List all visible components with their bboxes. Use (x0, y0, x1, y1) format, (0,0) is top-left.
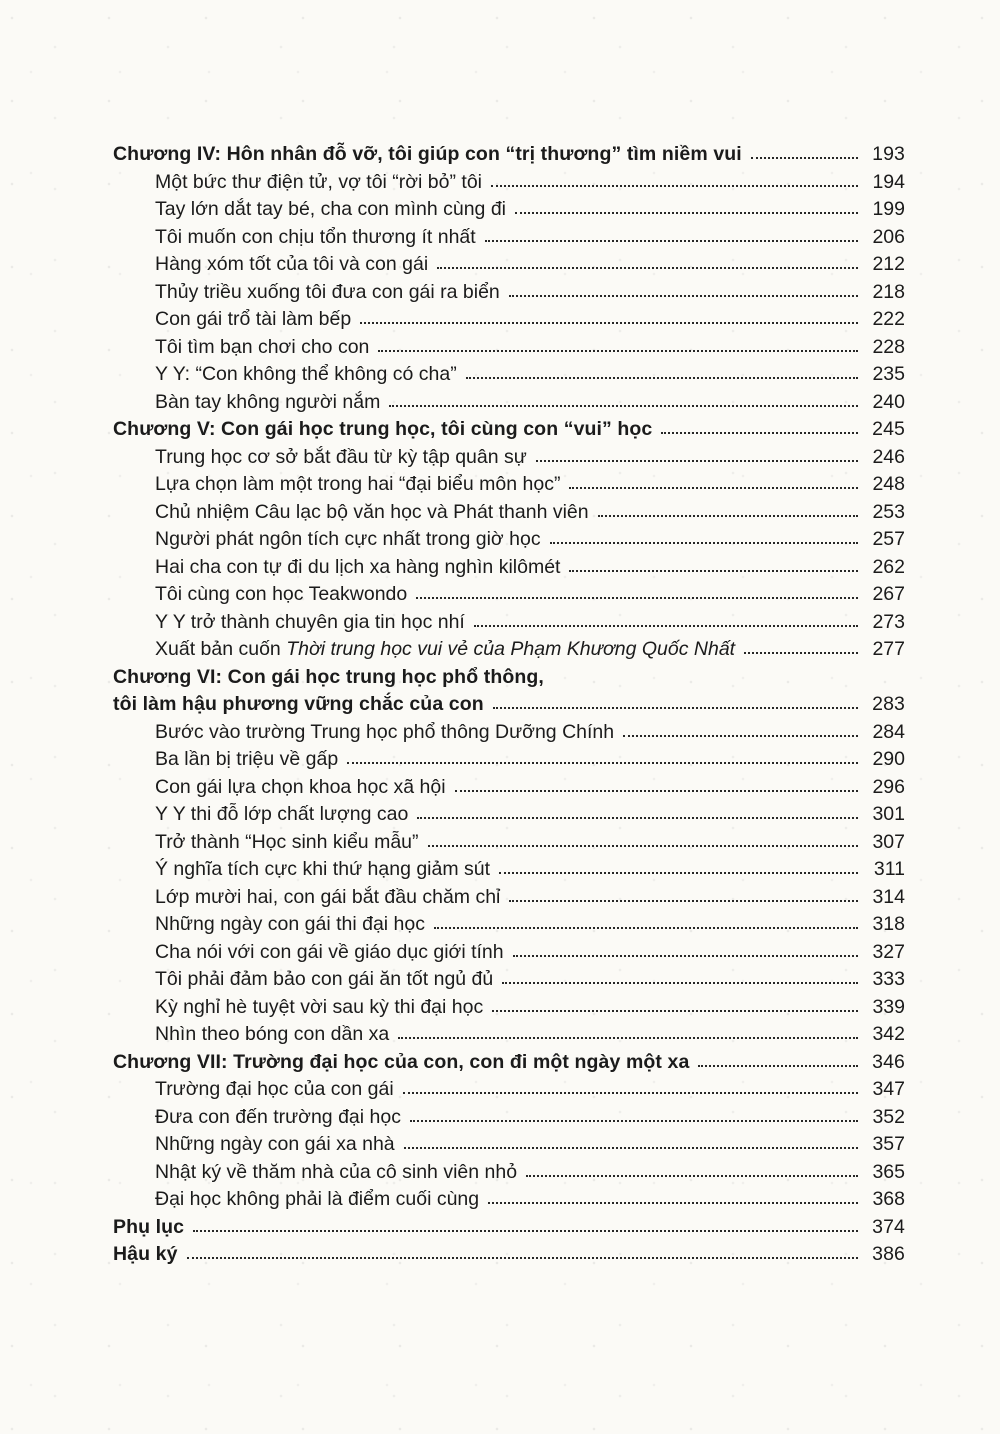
toc-item-entry (113, 1076, 905, 1104)
toc-item-entry (113, 829, 905, 857)
toc-chapter-entry (113, 691, 905, 719)
toc-entry-title: Cha nói với con gái về giáo dục giới tính (155, 940, 504, 963)
toc-entry-title: Tay lớn dắt tay bé, cha con mình cùng đi (155, 198, 506, 220)
toc-page-number: 365 (872, 1160, 905, 1183)
toc-entry-title: Ba lần bị triệu về gấp (155, 748, 339, 770)
dotted-leader (744, 652, 858, 654)
toc-page-number: 273 (872, 610, 905, 633)
toc-page-number: 235 (872, 363, 905, 385)
toc-page-number: 342 (872, 1023, 905, 1045)
dotted-leader (515, 212, 858, 214)
dotted-leader (428, 845, 859, 847)
toc-page-number: 311 (873, 858, 905, 880)
toc-entry-title: Phụ lục (113, 1215, 185, 1238)
toc-entry-title: Chương IV: Hôn nhân đỗ vỡ, tôi giúp con “trị thương” tìm niềm vui (113, 143, 742, 165)
toc-page-number: 327 (872, 940, 905, 963)
toc-page-number: 212 (872, 253, 905, 275)
toc-entry-title: Đại học không phải là điểm cuối cùng (155, 1188, 480, 1210)
toc-entry-title: Bước vào trường Trung học phổ thông Dưỡng Chính (155, 720, 615, 743)
toc-item-entry (113, 856, 905, 884)
toc-entry-title: Chủ nhiệm Câu lạc bộ văn học và Phát thanh viên (155, 500, 589, 523)
toc-page-number: 262 (872, 555, 905, 578)
toc-entry-title: Bàn tay không người nắm (155, 390, 381, 413)
dotted-leader (569, 487, 858, 489)
toc-entry-title: Chương V: Con gái học trung học, tôi cùng con “vui” học (113, 418, 653, 440)
toc-chapter-entry (113, 141, 905, 169)
toc-page-number: 194 (872, 170, 905, 193)
toc-chapter-entry (113, 1049, 905, 1077)
toc-item-entry (113, 939, 905, 967)
toc-entry-title: Y Y: “Con không thể không có cha” (155, 363, 457, 385)
dotted-leader (389, 405, 858, 407)
dotted-leader (360, 322, 858, 324)
toc-item-entry (113, 251, 905, 279)
toc-item-entry (113, 884, 905, 912)
toc-entry-title: Người phát ngôn tích cực nhất trong giờ học (155, 528, 541, 550)
dotted-leader (569, 570, 858, 572)
dotted-leader (493, 707, 858, 709)
toc-item-entry (113, 444, 905, 472)
toc-entry-title: Hai cha con tự đi du lịch xa hàng nghìn kilômét (155, 555, 561, 578)
toc-item-entry (113, 1104, 905, 1132)
dotted-leader (434, 927, 858, 929)
dotted-leader (193, 1230, 858, 1232)
toc-page-number: 339 (872, 995, 905, 1018)
toc-item-entry (113, 774, 905, 802)
toc-entry-title: Kỳ nghỉ hè tuyệt vời sau kỳ thi đại học (155, 995, 484, 1018)
toc-item-entry (113, 801, 905, 829)
toc-chapter-entry (113, 1214, 905, 1242)
toc-item-entry (113, 361, 905, 389)
toc-item-entry (113, 1131, 905, 1159)
dotted-leader (404, 1147, 858, 1149)
toc-page-number: 206 (872, 225, 905, 248)
toc-item-entry (113, 306, 905, 334)
toc-entry-title: Những ngày con gái xa nhà (155, 1133, 395, 1155)
toc-item-entry (113, 196, 905, 224)
toc-page-number: 347 (872, 1078, 905, 1100)
dotted-leader (466, 377, 858, 379)
dotted-leader (492, 1010, 858, 1012)
toc-entry-title: Đưa con đến trường đại học (155, 1105, 401, 1128)
toc-item-entry (113, 994, 905, 1022)
toc-item-entry (113, 499, 905, 527)
dotted-leader (347, 762, 858, 764)
toc-entry-title: Trở thành “Học sinh kiểu mẫu” (155, 830, 419, 853)
dotted-leader (455, 790, 858, 792)
dotted-leader (499, 872, 858, 874)
toc-page-number: 333 (872, 968, 905, 990)
toc-item-entry (113, 636, 905, 664)
toc-page-number: 318 (872, 913, 905, 935)
toc-entry-title: Tôi phải đảm bảo con gái ăn tốt ngủ đủ (155, 968, 494, 990)
toc-entry-title: Ý nghĩa tích cực khi thứ hạng giảm sút (155, 858, 491, 880)
toc-item-entry (113, 389, 905, 417)
toc-entry-title: tôi làm hậu phương vững chắc của con (113, 693, 484, 715)
toc-page-number: 290 (872, 748, 905, 770)
dotted-leader (410, 1120, 858, 1122)
toc-page-number: 277 (872, 638, 905, 660)
dotted-leader (536, 460, 858, 462)
dotted-leader (437, 267, 858, 269)
dotted-leader (526, 1175, 858, 1177)
toc-page-number: 245 (872, 418, 905, 440)
dotted-leader (488, 1202, 858, 1204)
toc-page-number: 352 (872, 1105, 905, 1128)
toc-entry-title-italic: Thời trung học vui vẻ của Phạm Khương Quốc Nhất (286, 638, 736, 660)
dotted-leader (187, 1257, 858, 1259)
dotted-leader (598, 515, 858, 517)
toc-page-number: 346 (872, 1050, 905, 1073)
toc-item-entry (113, 1021, 905, 1049)
toc-item-entry (113, 966, 905, 994)
dotted-leader (509, 900, 858, 902)
toc-page-number: 240 (872, 390, 905, 413)
toc-entry-title: Xuất bản cuốn Thời trung học vui vẻ của Phạm Khương Quốc Nhất (155, 638, 736, 660)
toc-page-number: 222 (872, 308, 905, 330)
toc-page-number: 253 (872, 500, 905, 523)
toc-page-number: 301 (872, 803, 905, 825)
toc-page-number: 368 (872, 1188, 905, 1210)
toc-item-entry (113, 526, 905, 554)
toc-item-entry (113, 719, 905, 747)
toc-entry-title: Thủy triều xuống tôi đưa con gái ra biển (155, 280, 500, 303)
dotted-leader (485, 240, 858, 242)
toc-item-entry (113, 609, 905, 637)
toc-page-number: 257 (872, 528, 905, 550)
toc-entry-title: Trung học cơ sở bắt đầu từ kỳ tập quân sự (155, 445, 527, 468)
toc-chapter-entry (113, 416, 905, 444)
toc-entry-title: Hàng xóm tốt của tôi và con gái (155, 253, 429, 275)
toc-chapter-entry (113, 1241, 905, 1269)
toc-entry-title: Lựa chọn làm một trong hai “đại biểu môn học” (155, 473, 561, 495)
dotted-leader (398, 1037, 858, 1039)
toc-page-number: 314 (872, 885, 905, 908)
toc-page-number: 246 (872, 445, 905, 468)
dotted-leader (403, 1092, 858, 1094)
toc-page-number: 296 (872, 775, 905, 798)
toc-page-number: 357 (872, 1133, 905, 1155)
toc-page-number: 193 (872, 143, 905, 165)
toc-item-entry (113, 279, 905, 307)
toc-entry-title: Tôi muốn con chịu tổn thương ít nhất (155, 225, 476, 248)
toc-entry-title: Nhật ký về thăm nhà của cô sinh viên nhỏ (155, 1160, 518, 1183)
toc-item-entry (113, 911, 905, 939)
dotted-leader (513, 955, 858, 957)
toc-entry-title: Chương VI: Con gái học trung học phổ thông, (113, 665, 544, 688)
toc-page-number: 248 (872, 473, 905, 495)
toc-entry-title: Chương VII: Trường đại học của con, con đi một ngày một xa (113, 1050, 690, 1073)
toc-item-entry (113, 1186, 905, 1214)
toc-page-number: 284 (872, 720, 905, 743)
toc-page-number: 374 (872, 1215, 905, 1238)
toc-item-entry (113, 471, 905, 499)
dotted-leader (623, 735, 858, 737)
toc-entry-title: Con gái lựa chọn khoa học xã hội (155, 775, 446, 798)
dotted-leader (474, 625, 858, 627)
dotted-leader (550, 542, 858, 544)
dotted-leader (509, 295, 858, 297)
toc-entry-title: Con gái trổ tài làm bếp (155, 308, 352, 330)
toc-entry-title: Y Y trở thành chuyên gia tin học nhí (155, 610, 465, 633)
toc-entry-title: Tôi cùng con học Teakwondo (155, 583, 408, 605)
toc-page-number: 199 (872, 198, 905, 220)
toc-page-number: 228 (872, 335, 905, 358)
toc-entry-title: Tôi tìm bạn chơi cho con (155, 335, 370, 358)
toc-entry-title: Trường đại học của con gái (155, 1078, 394, 1100)
dotted-leader (751, 157, 858, 159)
toc-item-entry (113, 746, 905, 774)
toc-entry-title: Y Y thi đỗ lớp chất lượng cao (155, 803, 409, 825)
dotted-leader (416, 597, 858, 599)
dotted-leader (698, 1065, 858, 1067)
toc-item-entry (113, 334, 905, 362)
dotted-leader (502, 982, 858, 984)
toc-item-entry (113, 224, 905, 252)
toc-item-entry (113, 169, 905, 197)
toc-page-number: 307 (872, 830, 905, 853)
toc-item-entry (113, 1159, 905, 1187)
toc-page-number: 218 (872, 280, 905, 303)
toc-entry-title: Một bức thư điện tử, vợ tôi “rời bỏ” tôi (155, 170, 483, 193)
dotted-leader (661, 432, 858, 434)
dotted-leader (417, 817, 858, 819)
toc-item-entry (113, 581, 905, 609)
toc-entry-title: Hậu ký (113, 1243, 178, 1265)
toc-page-number: 267 (872, 583, 905, 605)
toc-item-entry (113, 554, 905, 582)
toc-entry-title: Lớp mười hai, con gái bắt đầu chăm chỉ (155, 885, 501, 908)
toc-entry-title: Nhìn theo bóng con dần xa (155, 1023, 390, 1045)
toc-entry-title: Những ngày con gái thi đại học (155, 913, 425, 935)
toc-page-number: 283 (872, 693, 905, 715)
toc-list (113, 141, 905, 1269)
dotted-leader (491, 185, 858, 187)
toc-chapter-entry (113, 664, 905, 692)
toc-page-number: 386 (872, 1243, 905, 1265)
dotted-leader (378, 350, 858, 352)
